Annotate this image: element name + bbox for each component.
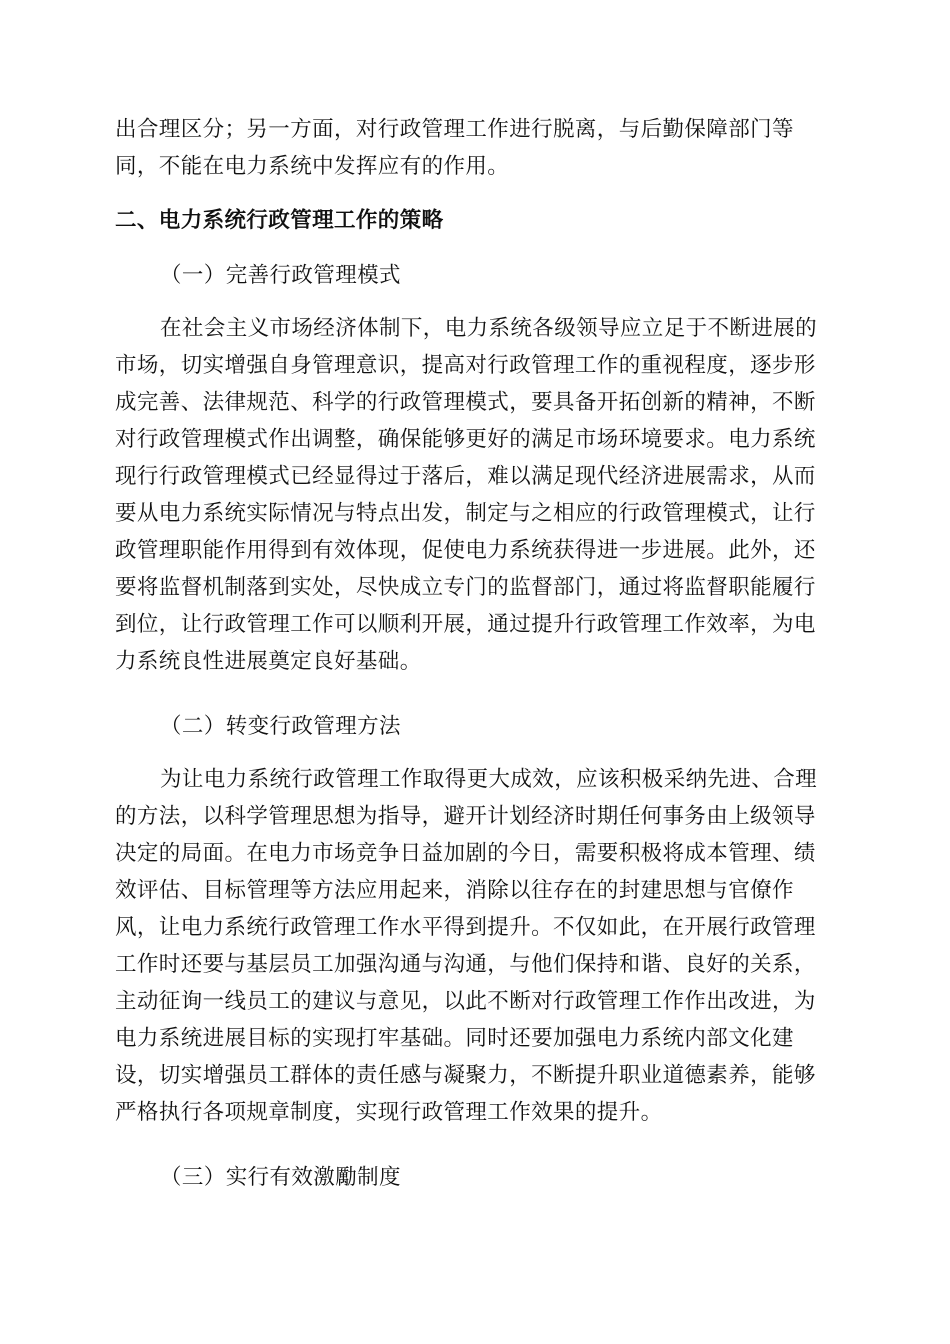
body-text-line: 决定的局面。在电力市场竞争日益加剧的今日，需要积极将成本管理、绩 (115, 841, 816, 866)
body-text-line: 力系统良性进展奠定良好基础。 (115, 649, 422, 674)
subsection-title: （二）转变行政管理方法 (160, 714, 401, 739)
body-text-line: 在社会主义市场经济体制下，电力系统各级领导应立足于不断进展的 (160, 316, 818, 341)
body-text-line: 的方法，以科学管理思想为指导，避开计划经济时期任何事务由上级领导 (115, 804, 816, 829)
body-text-line: 出合理区分；另一方面，对行政管理工作进行脱离，与后勤保障部门等 (115, 117, 794, 142)
body-text-line: 同，不能在电力系统中发挥应有的作用。 (115, 154, 510, 179)
body-text-line: 要从电力系统实际情况与特点出发，制定与之相应的行政管理模式，让行 (115, 501, 816, 526)
body-text-line: 成完善、法律规范、科学的行政管理模式，要具备开拓创新的精神，不断 (115, 390, 816, 415)
body-text-line: 效评估、目标管理等方法应用起来，消除以往存在的封建思想与官僚作 (115, 878, 794, 903)
body-text-line: 电力系统进展目标的实现打牢基础。同时还要加强电力系统内部文化建 (115, 1026, 794, 1051)
body-text-line: 主动征询一线员工的建议与意见，以此不断对行政管理工作作出改进，为 (115, 989, 816, 1014)
subsection-title: （一）完善行政管理模式 (160, 263, 401, 288)
body-text-line: 为让电力系统行政管理工作取得更大成效，应该积极采纳先进、合理 (160, 767, 818, 792)
section-heading: 二、电力系统行政管理工作的策略 (115, 208, 444, 233)
body-text-line: 设，切实增强员工群体的责任感与凝聚力，不断提升职业道德素养，能够 (115, 1063, 816, 1088)
body-text-line: 对行政管理模式作出调整，确保能够更好的满足市场环境要求。电力系统 (115, 427, 816, 452)
body-text-line: 严格执行各项规章制度，实现行政管理工作效果的提升。 (115, 1100, 663, 1125)
subsection-title: （三）实行有效激勵制度 (160, 1165, 401, 1190)
body-text-line: 市场，切实增强自身管理意识，提高对行政管理工作的重视程度，逐步形 (115, 353, 816, 378)
body-text-line: 政管理职能作用得到有效体现，促使电力系统获得进一步进展。此外，还 (115, 538, 816, 563)
body-text-line: 风，让电力系统行政管理工作水平得到提升。不仅如此，在开展行政管理 (115, 915, 816, 940)
body-text-line: 现行行政管理模式已经显得过于落后，难以满足现代经济进展需求，从而 (115, 464, 816, 489)
body-text-line: 到位，让行政管理工作可以顺利开展，通过提升行政管理工作效率，为电 (115, 612, 816, 637)
body-text-line: 工作时还要与基层员工加强沟通与沟通，与他们保持和谐、良好的关系， (115, 952, 816, 977)
body-text-line: 要将监督机制落到实处，尽快成立专门的监督部门，通过将监督职能履行 (115, 575, 816, 600)
